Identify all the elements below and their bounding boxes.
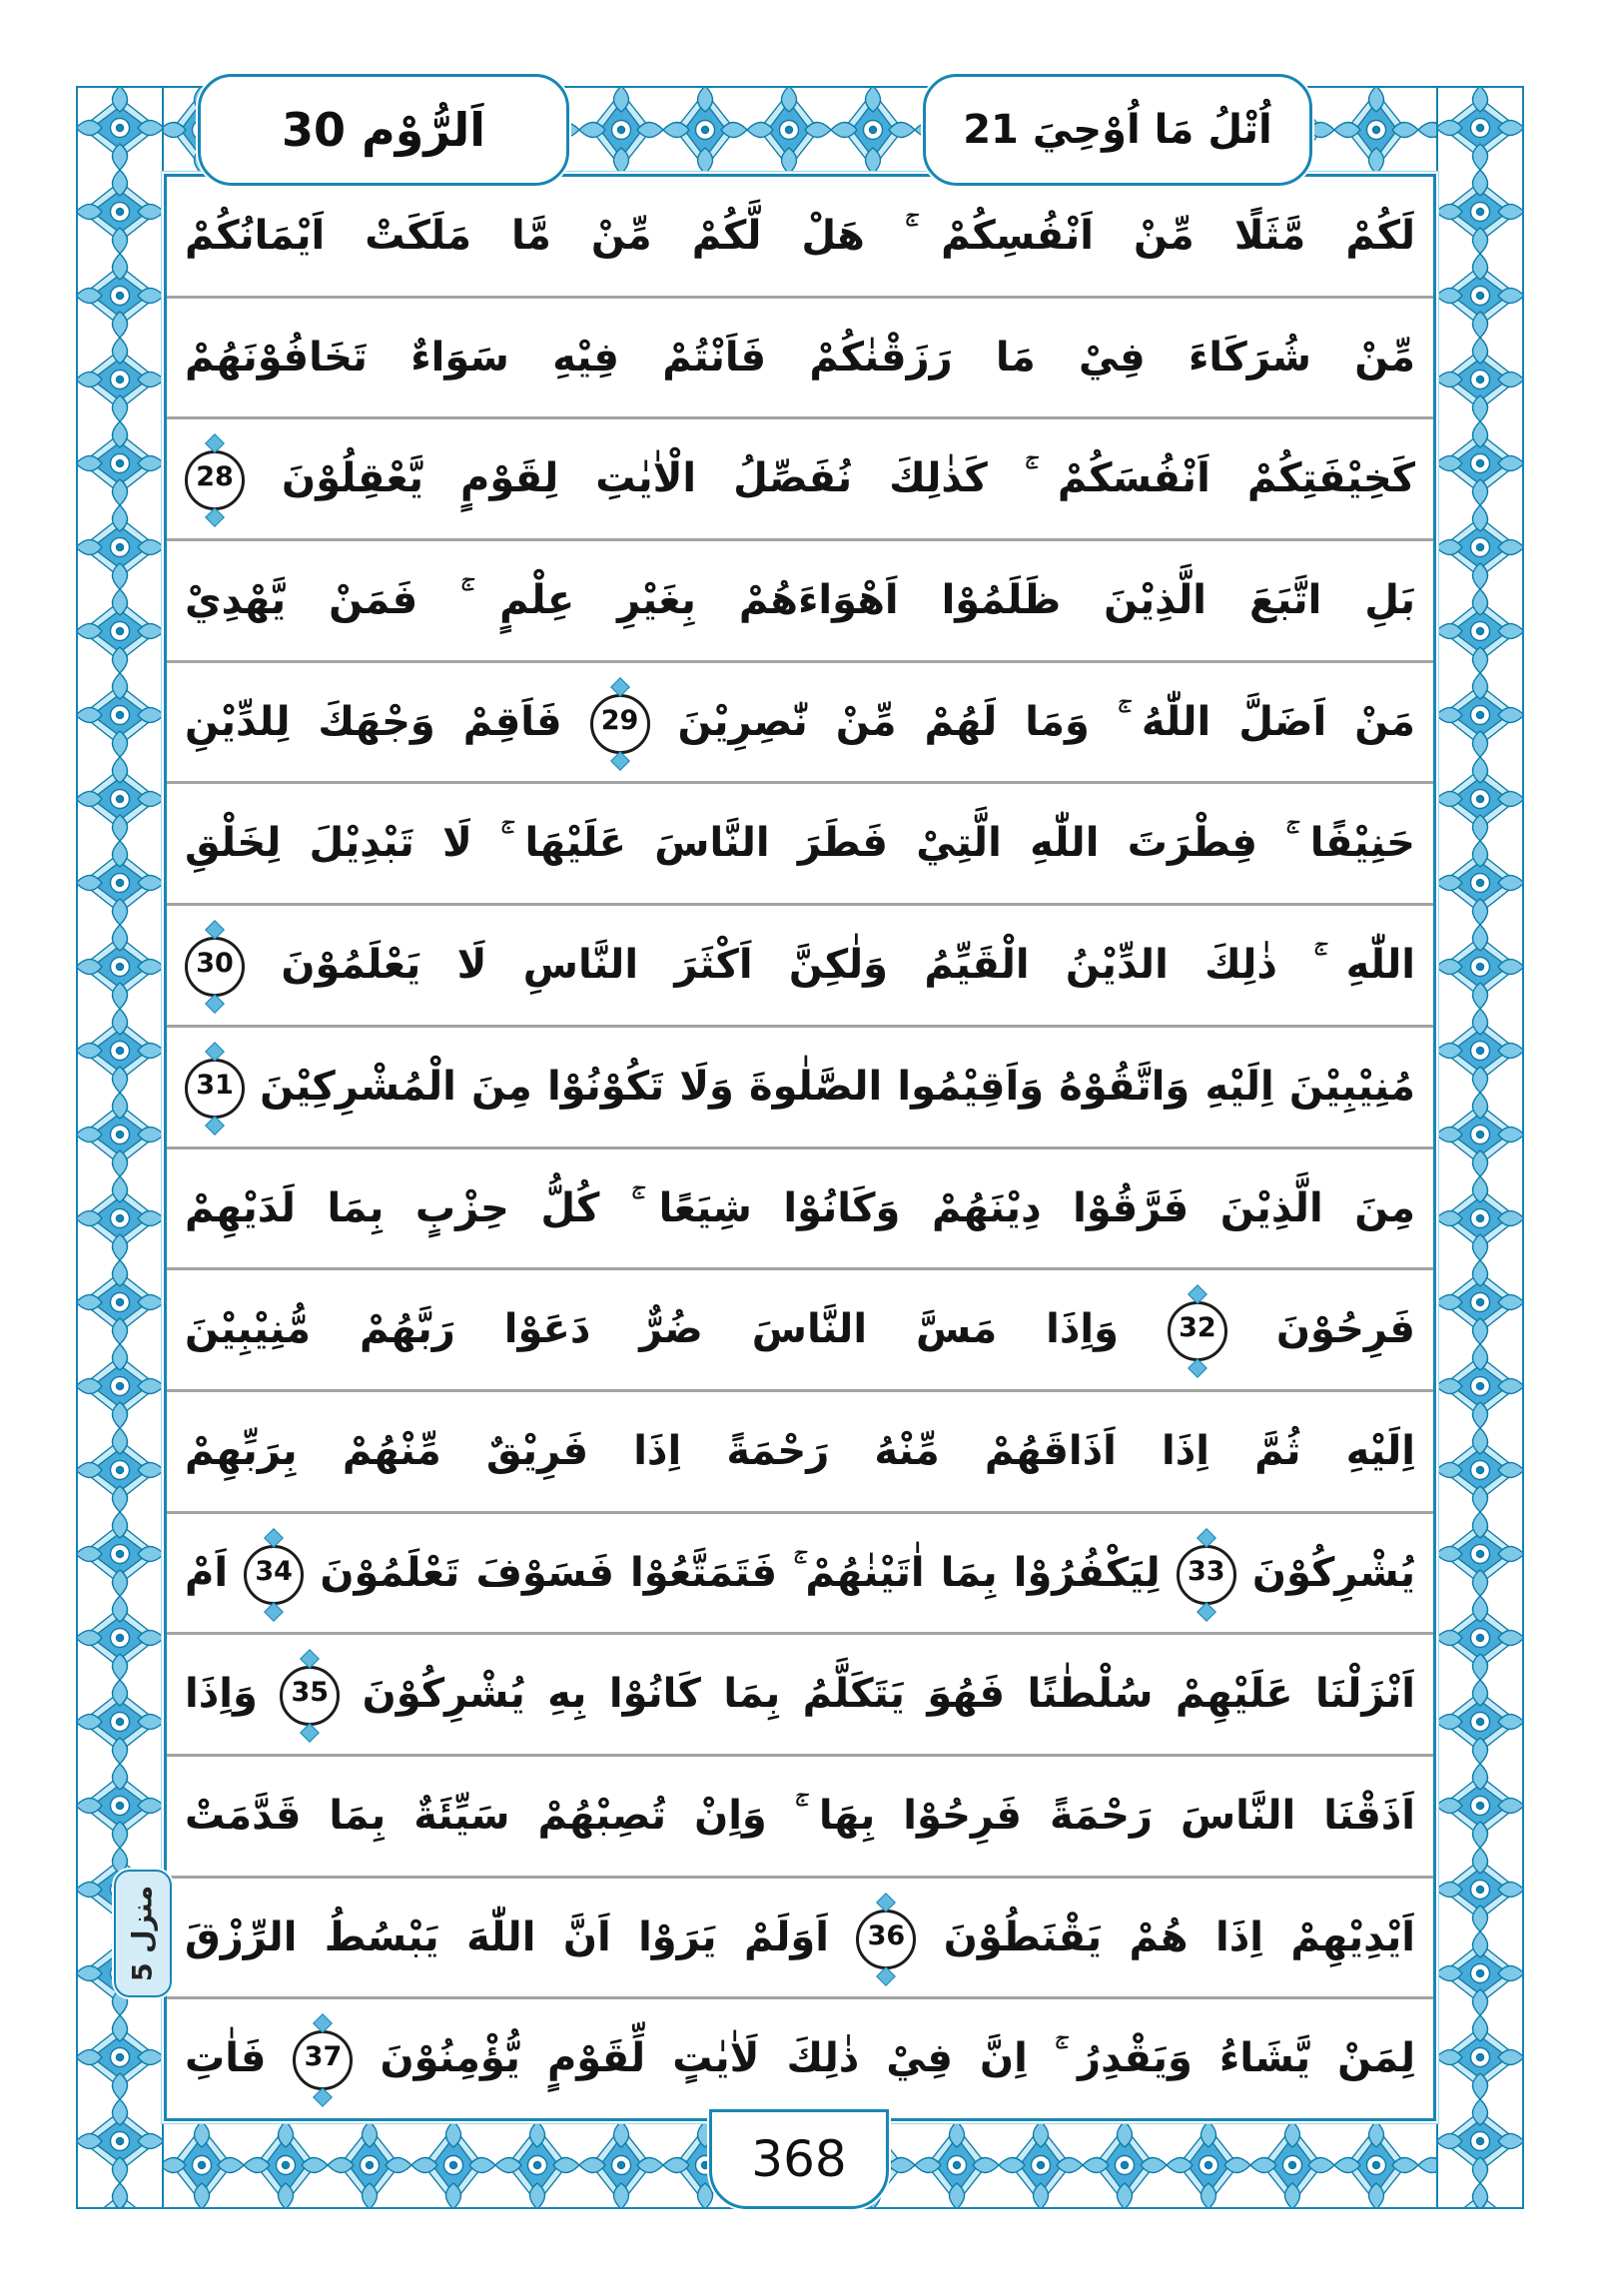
ayah-number-marker: 29 [590, 694, 650, 754]
quran-text-segment: حَنِيْفًا ۚ فِطْرَتَ اللّٰهِ الَّتِيْ فَطَرَ النَّاسَ عَلَيْهَا ۚ لَا تَبْدِيْلَ لِخَلْقِ [185, 820, 1415, 867]
quran-text-segment: وَاِذَا مَسَّ النَّاسَ ضُرٌّ دَعَوْا رَبَّهُمْ مُّنِيْبِيْنَ [185, 1306, 1119, 1353]
quran-line [167, 1757, 1433, 1879]
ayah-number-marker: 33 [1177, 1545, 1236, 1605]
quran-text-segment: بَلِ اتَّبَعَ الَّذِيْنَ ظَلَمُوْا اَهْوَاءَهُمْ بِغَيْرِ عِلْمٍ ۚ فَمَنْ يَّهْدِيْ [185, 577, 1415, 624]
quran-line [167, 1635, 1433, 1757]
quran-text-segment: مِّنْ شُرَكَاءَ فِيْ مَا رَزَقْنٰكُمْ فَاَنْتُمْ فِيْهِ سَوَاءٌ تَخَافُوْنَهُمْ [185, 334, 1415, 381]
ayah-number-marker: 32 [1168, 1301, 1227, 1361]
juz-name-tab [923, 74, 1312, 186]
quran-line [167, 1879, 1433, 2000]
quran-text-segment: اِلَيْهِ ثُمَّ اِذَا اَذَاقَهُمْ مِّنْهُ رَحْمَةً اِذَا فَرِيْقٌ مِّنْهُمْ بِرَبِّهِمْ [185, 1427, 1415, 1474]
quran-line [167, 906, 1433, 1028]
quran-text-segment: فَرِحُوْنَ [1275, 1306, 1415, 1353]
quran-text-segment: مَنْ اَضَلَّ اللّٰهُ ۚ وَمَا لَهُمْ مِّنْ نّٰصِرِيْنَ [677, 698, 1415, 745]
quran-text-segment: اَيْدِيْهِمْ اِذَا هُمْ يَقْنَطُوْنَ [943, 1913, 1416, 1960]
quran-text-segment: فَاَقِمْ وَجْهَكَ لِلدِّيْنِ [185, 698, 562, 745]
quran-text-segment: مُنِيْبِيْنَ اِلَيْهِ وَاتَّقُوْهُ وَاَقِيْمُوا الصَّلٰوةَ وَلَا تَكُوْنُوْا مِنَ الْمُشْرِكِيْنَ [260, 1063, 1415, 1110]
ayah-number-marker: 30 [185, 937, 245, 997]
quran-text-segment: وَاِذَا [185, 1671, 258, 1718]
quran-line [167, 784, 1433, 906]
quran-text-segment: يُشْرِكُوْنَ [1251, 1549, 1415, 1596]
ornamental-border-right [1436, 86, 1524, 2209]
quran-line [167, 541, 1433, 663]
juz-name-label: اُتْلُ مَا اُوْحِيَ 21 [963, 107, 1272, 153]
quran-text-segment: اَذَقْنَا النَّاسَ رَحْمَةً فَرِحُوْا بِهَا ۚ وَاِنْ تُصِبْهُمْ سَيِّئَةٌ بِمَا قَدَّمَتْ [185, 1792, 1415, 1839]
ayah-number-marker: 34 [244, 1545, 304, 1605]
quran-text-segment: اَمْ [185, 1549, 229, 1596]
quran-line [167, 1270, 1433, 1392]
ayah-number-marker: 31 [185, 1059, 245, 1119]
surah-name-tab [198, 74, 569, 186]
quran-line [167, 1999, 1433, 2118]
ayah-number-marker: 37 [293, 2030, 353, 2090]
quran-line [167, 177, 1433, 299]
quran-text-segment: لِيَكْفُرُوْا بِمَا اٰتَيْنٰهُمْ ۚ فَتَمَتَّعُوْا فَسَوْفَ تَعْلَمُوْنَ [320, 1549, 1161, 1596]
ayah-number-marker: 36 [856, 1910, 916, 1969]
quran-line [167, 419, 1433, 541]
page-number: 368 [751, 2130, 847, 2188]
quran-text-segment: اَنْزَلْنَا عَلَيْهِمْ سُلْطٰنًا فَهُوَ يَتَكَلَّمُ بِمَا كَانُوْا بِهِ يُشْرِكُوْنَ [362, 1671, 1415, 1718]
ayah-number-marker: 35 [280, 1666, 340, 1726]
quran-line [167, 1028, 1433, 1149]
quran-line [167, 1514, 1433, 1636]
quran-text-segment: لِمَنْ يَّشَاءُ وَيَقْدِرُ ۚ اِنَّ فِيْ ذٰلِكَ لَاٰيٰتٍ لِّقَوْمٍ يُّؤْمِنُوْنَ [380, 2035, 1415, 2082]
manzil-label: منزل 5 [127, 1885, 159, 1982]
quran-text-box [164, 174, 1436, 2121]
quran-line [167, 663, 1433, 785]
manzil-marker-tab [114, 1870, 172, 1997]
quran-text-segment: لَكُمْ مَّثَلًا مِّنْ اَنْفُسِكُمْ ۚ هَلْ لَّكُمْ مِّنْ مَّا مَلَكَتْ اَيْمَانُكُمْ [185, 213, 1415, 259]
quran-line [167, 299, 1433, 420]
quran-text-segment: اَوَلَمْ يَرَوْا اَنَّ اللّٰهَ يَبْسُطُ الرِّزْقَ [185, 1913, 829, 1960]
ayah-number-marker: 28 [185, 450, 245, 510]
quran-line [167, 1392, 1433, 1514]
quran-text-segment: فَاٰتِ [185, 2035, 267, 2082]
quran-text-segment: كَخِيْفَتِكُمْ اَنْفُسَكُمْ ۚ كَذٰلِكَ نُفَصِّلُ الْاٰيٰتِ لِقَوْمٍ يَّعْقِلُوْنَ [282, 455, 1415, 502]
page-number-tab [709, 2109, 889, 2209]
quran-line [167, 1149, 1433, 1271]
quran-text-segment: مِنَ الَّذِيْنَ فَرَّقُوْا دِيْنَهُمْ وَكَانُوْا شِيَعًا ۚ كُلُّ حِزْبٍ بِمَا لَدَيْهِمْ [185, 1184, 1415, 1231]
surah-name-label: اَلرُّوْم 30 [282, 103, 485, 157]
quran-text-segment: اللّٰهِ ۚ ذٰلِكَ الدِّيْنُ الْقَيِّمُ وَلٰكِنَّ اَكْثَرَ النَّاسِ لَا يَعْلَمُوْنَ [281, 942, 1415, 989]
